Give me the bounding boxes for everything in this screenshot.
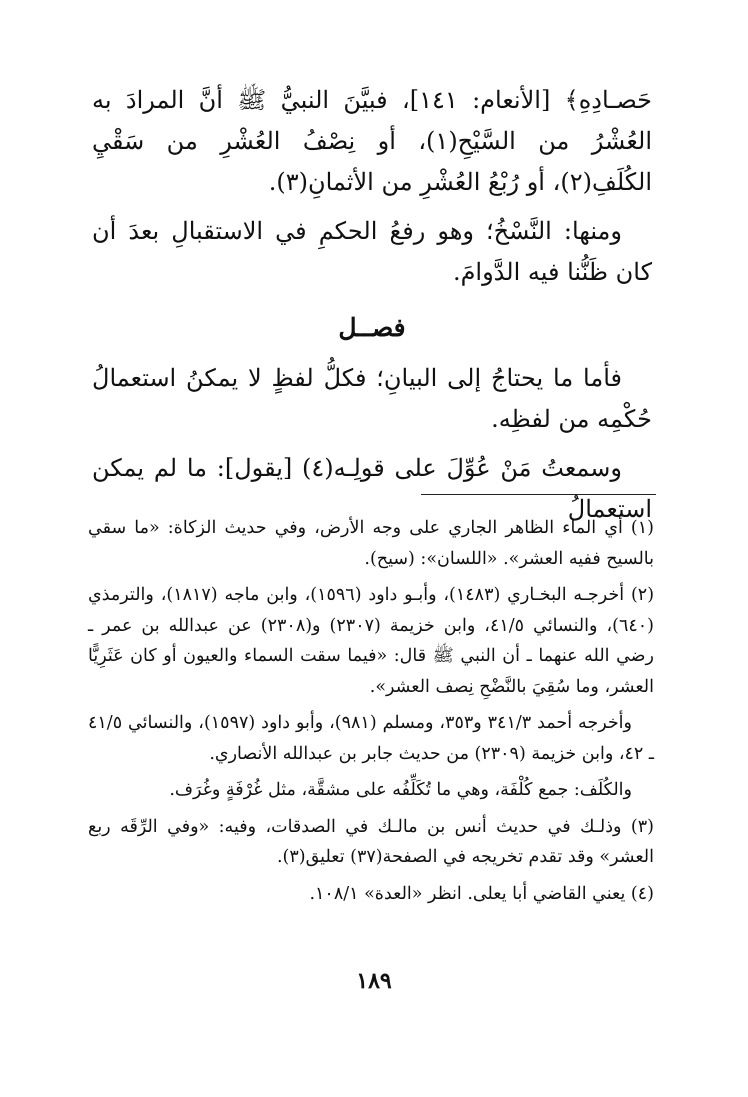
footnote-4: (٤) يعني القاضي أبا يعلى. انظر «العدة» ١٠٨/١. — [309, 883, 654, 904]
page-number: ١٨٩ — [356, 968, 392, 994]
main-text — [92, 80, 652, 538]
footnote-separator — [421, 494, 656, 495]
footnote-1: (١) أي الماء الظاهر الجاري على وجه الأرض، وفي حديث الزكاة: «ما سقي بالسيح ففيه العشر». «اللسان»: (سيح). — [88, 518, 654, 569]
footnote-2: (٢) أخرجـه البخـاري (١٤٨٣)، وأبـو داود (١٥٩٦)، وابن ماجه (١٨١٧)، والترمذي (٦٤٠)، والنسائي ٤١/٥، وابن خزيمة (٢٣٠٧) و(٢٣٠٨) عن عبدالله بن عمر ـ رضي الله عنهما ـ أن النبي ﷺ قال: «فيما سقت السماء والعيون أو كان عَثَرِيًّا العشر، وما سُقِيَ بالنَّضْحِ نِصف العشر». — [88, 585, 655, 697]
paragraph-2: ومنها: النَّسْخُ؛ وهو رفعُ الحكمِ في الاستقبالِ بعدَ أن كان ظَنُّنا فيه الدَّوامَ. — [92, 217, 652, 286]
paragraph-3: فأما ما يحتاجُ إلى البيانِ؛ فكلُّ لفظٍ لا يمكنُ استعمالُ حُكْمِه من لفظِه. — [92, 364, 652, 433]
section-heading: فصــل — [338, 313, 406, 342]
footnotes — [88, 513, 654, 915]
footnote-2-continuation: وأخرجه أحمد ٣٤١/٣ و٣٥٣، ومسلم (٩٨١)، وأبو داود (١٥٩٧)، والنسائي ٤١/٥ ـ ٤٢، وابن خزيمة (٢٣٠٩) من حديث جابر بن عبدالله الأنصاري. — [88, 713, 654, 764]
footnote-3: (٣) وذلـك في حديث أنس بن مالـك في الصدقات، وفيه: «وفي الرِّقَه ربع العشر» وقد تقدم تخريجه في الصفحة(٣٧) تعليق(٣). — [88, 816, 654, 867]
paragraph-1: حَصـادِهِ﴾ [الأنعام: ١٤١]، فبيَّنَ النبيُّ ﷺ أنَّ المرادَ به العُشْرُ من السَّيْحِ(١)، أو نِصْفُ العُشْرِ من سَقْيِ الكُلَفِ(٢)، أو رُبْعُ العُشْرِ من الأثمانِ(٣). — [92, 86, 652, 196]
footnote-2-gloss: والكُلَف: جمع كُلْفَة، وهي ما تُكَلِّفُه على مشقَّة، مثل غُرْفَةٍ وغُرَف. — [169, 780, 632, 800]
paragraph-4: وسمعتُ مَنْ عُوِّلَ على قولِـه(٤) [يقول]: ما لم يمكن استعمالُ — [92, 454, 652, 523]
